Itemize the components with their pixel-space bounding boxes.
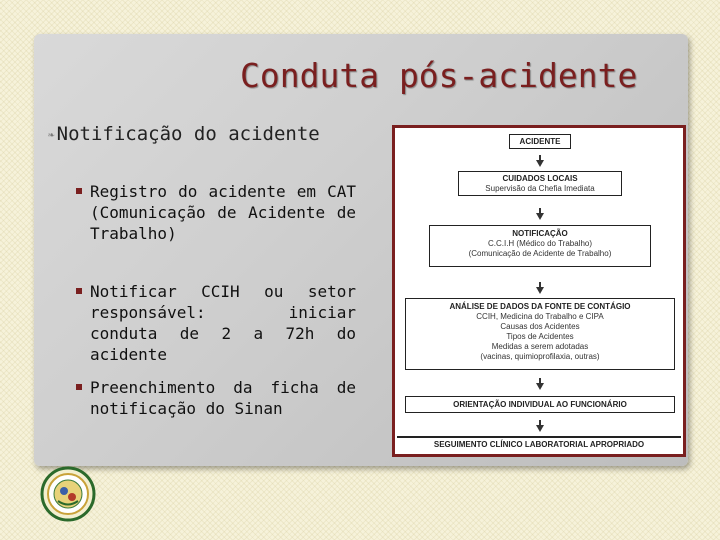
flow-box-orientacao [405, 396, 675, 413]
bullet-item [76, 181, 356, 244]
flow-box-title: ANÁLISE DE DADOS DA FONTE DE CONTÁGIO [449, 302, 631, 311]
flowchart-diagram [392, 125, 686, 457]
square-bullet-icon [76, 188, 82, 194]
flow-box-line: C.C.I.H (Médico do Trabalho) [487, 239, 593, 248]
flow-box-title: SEGUIMENTO CLÍNICO LABORATORIAL APROPRIADO [433, 440, 645, 449]
institution-seal-logo [40, 466, 96, 522]
flow-box-line: CCIH, Medicina do Trabalho e CIPA [476, 312, 604, 321]
section-heading [48, 123, 320, 145]
slide-title: Conduta pós-acidente [240, 56, 638, 95]
bullet-text: Registro do acidente em CAT (Comunicação de Acidente de Trabalho) [90, 182, 356, 243]
arrow-down-icon [536, 425, 544, 432]
bullet-text: Preenchimento da ficha de notificação do Sinan [90, 378, 356, 418]
arrow-down-icon [536, 287, 544, 294]
flow-box-title: ACIDENTE [519, 137, 561, 146]
flow-box-line: (Comunicação de Acidente de Trabalho) [468, 249, 612, 258]
square-bullet-icon [76, 288, 82, 294]
flow-box-line: Causas dos Acidentes [500, 322, 580, 331]
flow-box-line: Supervisão da Chefia Imediata [485, 184, 595, 193]
arrow-down-icon [536, 383, 544, 390]
bullet-item [76, 377, 356, 419]
flow-box-line: Tipos de Acidentes [506, 332, 574, 341]
flow-box-line: Medidas a serem adotadas [491, 342, 589, 351]
section-heading-text: Notificação do acidente [56, 123, 320, 145]
flow-box-title: CUIDADOS LOCAIS [502, 174, 578, 183]
flow-box-analise [405, 298, 675, 370]
flow-box-cuidados [458, 171, 622, 196]
arrow-down-icon [536, 160, 544, 167]
arrow-down-icon [536, 213, 544, 220]
bullet-item [76, 281, 356, 365]
flow-box-notificacao [429, 225, 651, 267]
flow-box-title: ORIENTAÇÃO INDIVIDUAL AO FUNCIONÁRIO [453, 400, 627, 409]
bullet-text: Notificar CCIH ou setor responsável: iniciar conduta de 2 a 72h do acidente [90, 282, 356, 364]
flow-box-title: NOTIFICAÇÃO [512, 229, 568, 238]
square-bullet-icon [76, 384, 82, 390]
flow-box-line: (vacinas, quimioprofilaxia, outras) [480, 352, 600, 361]
flow-box-acidente [509, 134, 571, 149]
flow-box-seguimento [397, 436, 681, 452]
fleuron-icon: ❧ [48, 128, 55, 141]
